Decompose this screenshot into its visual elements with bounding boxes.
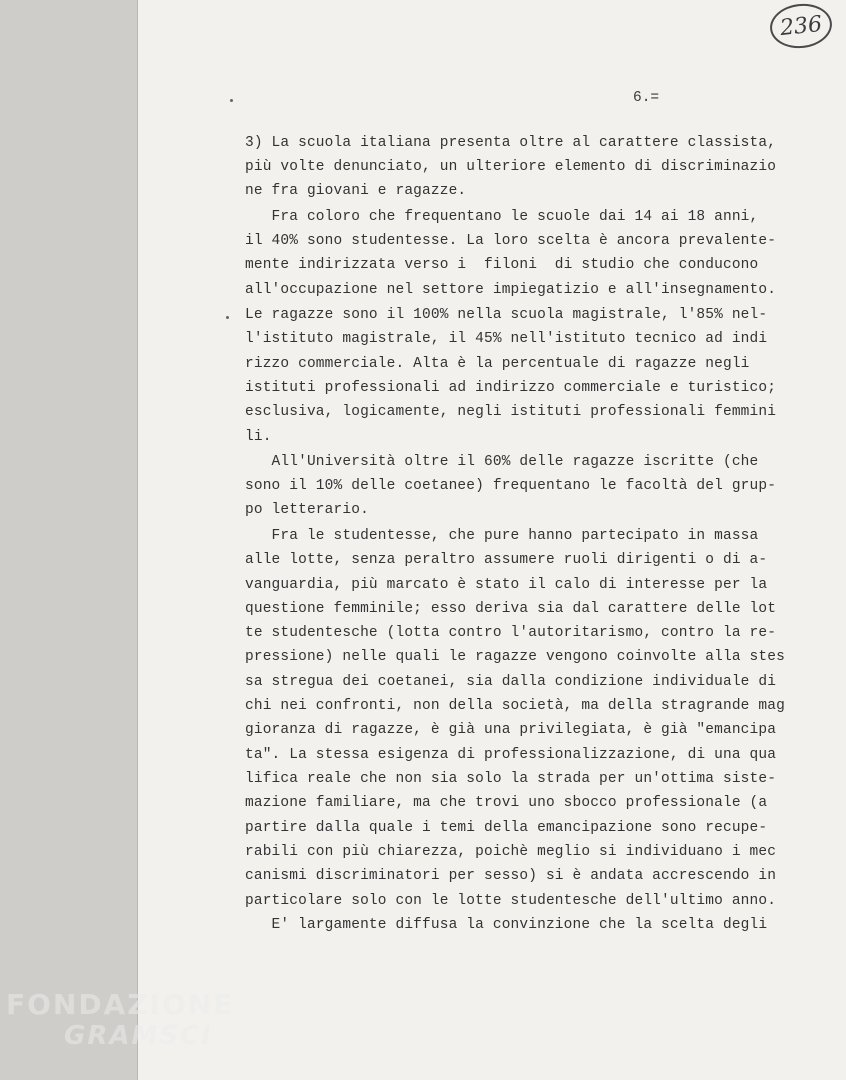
scanner-background	[0, 0, 138, 1080]
text-line: partire dalla quale i temi della emancipazione sono recupe-	[245, 820, 768, 836]
text-line: All'Università oltre il 60% delle ragazze iscritte (che	[245, 454, 759, 470]
page-number: 6.=	[633, 90, 660, 106]
text-line: canismi discriminatori per sesso) si è andata accrescendo in	[245, 868, 777, 884]
text-line: Fra coloro che frequentano le scuole dai 14 ai 18 anni,	[245, 209, 759, 225]
text-line: esclusiva, logicamente, negli istituti professionali femmini	[245, 404, 777, 420]
text-line: 3) La scuola italiana presenta oltre al carattere classista,	[245, 135, 777, 151]
text-line: vanguardia, più marcato è stato il calo di interesse per la	[245, 577, 768, 593]
stray-mark	[226, 316, 229, 319]
text-line: mente indirizzata verso i filoni di studio che conducono	[245, 257, 759, 273]
stray-mark	[230, 99, 233, 102]
text-line: lifica reale che non sia solo la strada per un'ottima siste-	[245, 771, 777, 787]
text-line: Le ragazze sono il 100% nella scuola magistrale, l'85% nel-	[245, 307, 768, 323]
text-line: li.	[245, 429, 272, 445]
text-line: alle lotte, senza peraltro assumere ruoli dirigenti o di a-	[245, 552, 768, 568]
archive-number-text: 236	[778, 11, 824, 41]
text-line: ta". La stessa esigenza di professionalizzazione, di una qua	[245, 747, 777, 763]
text-line: gioranza di ragazze, è già una privilegiata, è già "emancipa	[245, 722, 777, 738]
text-line: questione femminile; esso deriva sia dal carattere delle lot	[245, 601, 777, 617]
watermark-line-2: GRAMSCI	[64, 1021, 213, 1051]
text-line: l'istituto magistrale, il 45% nell'istituto tecnico ad indi	[245, 331, 768, 347]
text-line: sa stregua dei coetanei, sia dalla condizione individuale di	[245, 674, 777, 690]
text-line: mazione familiare, ma che trovi uno sbocco professionale (a	[245, 795, 768, 811]
text-line: ne fra giovani e ragazze.	[245, 183, 467, 199]
text-line: Fra le studentesse, che pure hanno partecipato in massa	[245, 528, 759, 544]
text-line: chi nei confronti, non della società, ma della stragrande mag	[245, 698, 785, 714]
text-line: all'occupazione nel settore impiegatizio e all'insegnamento.	[245, 282, 777, 298]
text-line: il 40% sono studentesse. La loro scelta è ancora prevalente-	[245, 233, 777, 249]
text-line: rabili con più chiarezza, poichè meglio si individuano i mec	[245, 844, 777, 860]
text-line: pressione) nelle quali le ragazze vengono coinvolte alla stes	[245, 649, 785, 665]
text-line: sono il 10% delle coetanee) frequentano le facoltà del grup-	[245, 478, 777, 494]
text-line: istituti professionali ad indirizzo commerciale e turistico;	[245, 380, 777, 396]
text-line: po letterario.	[245, 502, 369, 518]
text-line: te studentesche (lotta contro l'autoritarismo, contro la re-	[245, 625, 777, 641]
text-line: particolare solo con le lotte studentesche dell'ultimo anno.	[245, 893, 777, 909]
text-line: E' largamente diffusa la convinzione che la scelta degli	[245, 917, 768, 933]
watermark	[6, 988, 234, 1051]
watermark-line-1: FONDAZIONE	[6, 988, 235, 1021]
text-line: rizzo commerciale. Alta è la percentuale di ragazze negli	[245, 356, 750, 372]
text-line: più volte denunciato, un ulteriore elemento di discriminazio	[245, 159, 777, 175]
